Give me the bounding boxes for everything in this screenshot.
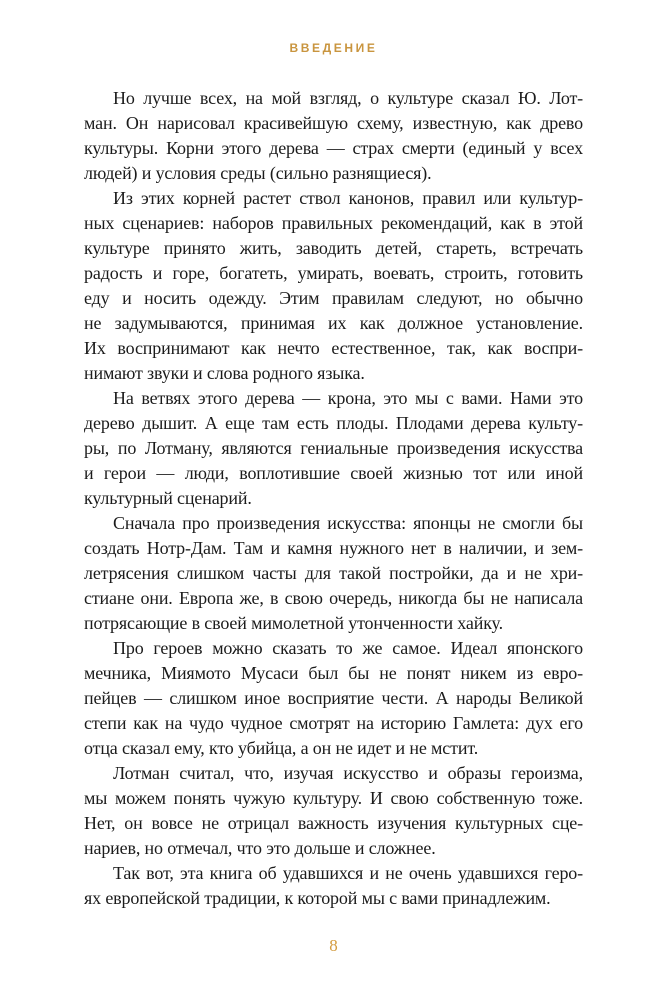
text-line: мечника, Миямото Мусаси был бы не понят никем из евро- <box>84 663 583 683</box>
text-line: Лотман считал, что, изучая искусство и образы героизма, <box>113 763 583 783</box>
paragraph <box>84 511 583 636</box>
paragraph <box>84 386 583 511</box>
body-text-column <box>84 86 583 911</box>
text-line: нимают звуки и слова родного языка. <box>84 363 365 383</box>
chapter-running-head: ВВЕДЕНИЕ <box>289 41 378 55</box>
text-line: Но лучше всех, на мой взгляд, о культуре сказал Ю. Лот- <box>113 88 583 108</box>
text-line: культуре принято жить, заводить детей, стареть, встречать <box>84 238 583 258</box>
text-line: людей) и условия среды (сильно разнящиеся). <box>84 163 432 183</box>
text-line: культуры. Корни этого дерева — страх смерти (единый у всех <box>84 138 583 158</box>
text-line: культурный сценарий. <box>84 488 252 508</box>
text-line: На ветвях этого дерева — крона, это мы с вами. Нами это <box>113 388 583 408</box>
text-line: радость и горе, богатеть, умирать, воевать, строить, готовить <box>84 263 583 283</box>
text-line: пейцев — слишком иное восприятие чести. А народы Великой <box>84 688 583 708</box>
text-line: Сначала про произведения искусства: японцы не смогли бы <box>113 513 583 533</box>
text-line: ры, по Лотману, являются гениальные произведения искусства <box>84 438 583 458</box>
text-line: нариев, но отмечал, что это дольше и сложнее. <box>84 838 436 858</box>
page-number: 8 <box>329 936 338 955</box>
text-line: отца сказал ему, кто убийца, а он не идет и не мстит. <box>84 738 479 758</box>
text-line: еду и носить одежду. Этим правилам следуют, но обычно <box>84 288 583 308</box>
text-line: ман. Он нарисовал красивейшую схему, известную, как древо <box>84 113 583 133</box>
text-line: стиане они. Европа же, в свою очередь, никогда бы не написала <box>84 588 583 608</box>
text-line: Их воспринимают как нечто естественное, так, как воспри- <box>84 338 583 358</box>
text-line: Нет, он вовсе не отрицал важность изучения культурных сце- <box>84 813 583 833</box>
paragraph <box>84 186 583 386</box>
text-line: ях европейской традиции, к которой мы с вами принадлежим. <box>84 888 551 908</box>
text-line: степи как на чудо чудное смотрят на историю Гамлета: дух его <box>84 713 583 733</box>
text-line: дерево дышит. А еще там есть плоды. Плодами дерева культу- <box>84 413 583 433</box>
paragraph <box>84 86 583 186</box>
text-line: Из этих корней растет ствол канонов, правил или культур- <box>113 188 583 208</box>
text-line: летрясения слишком часты для такой постройки, да и не хри- <box>84 563 583 583</box>
paragraph <box>84 861 583 911</box>
text-line: мы можем понять чужую культуру. И свою собственную тоже. <box>84 788 583 808</box>
text-line: ных сценариев: наборов правильных рекомендаций, как в этой <box>84 213 583 233</box>
text-line: Про героев можно сказать то же самое. Идеал японского <box>113 638 583 658</box>
text-line: Так вот, эта книга об удавшихся и не очень удавшихся геро- <box>113 863 583 883</box>
paragraph <box>84 761 583 861</box>
text-line: потрясающие в своей мимолетной утонченности хайку. <box>84 613 503 633</box>
paragraph <box>84 636 583 761</box>
text-line: и герои — люди, воплотившие своей жизнью тот или иной <box>84 463 583 483</box>
text-line: создать Нотр-Дам. Там и камня нужного нет в наличии, и зем- <box>84 538 583 558</box>
text-line: не задумываются, принимая их как должное установление. <box>84 313 583 333</box>
